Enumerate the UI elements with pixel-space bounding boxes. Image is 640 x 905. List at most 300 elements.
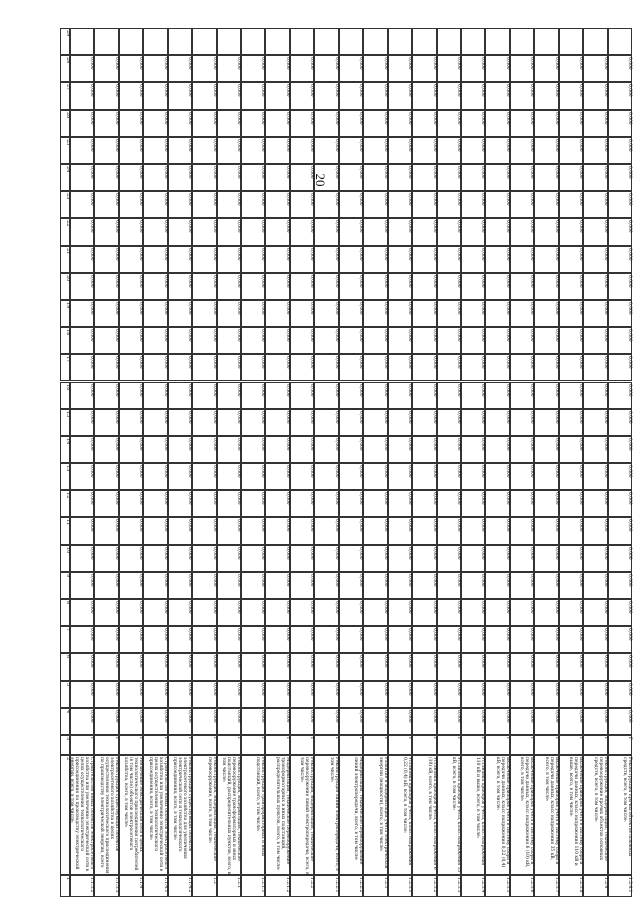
cell-text: 0,000	[553, 601, 559, 614]
row-value	[510, 327, 534, 354]
cell-text: 0,000	[358, 709, 364, 723]
cell-text: 0,000	[162, 655, 168, 668]
row-value	[339, 354, 363, 381]
cell-text: 0,000	[480, 628, 486, 641]
row-value	[70, 110, 94, 137]
row-value	[94, 82, 118, 109]
row-value	[485, 599, 509, 626]
cell-text: 0,000	[529, 57, 535, 70]
cell-text: Г	[309, 737, 315, 740]
cell-text: 0,000	[382, 601, 388, 614]
row-value	[143, 218, 167, 245]
cell-text: 0,000	[260, 601, 266, 614]
cell-text: 0,000	[358, 138, 364, 152]
cell-text: 0,000	[407, 138, 413, 152]
row-value	[461, 436, 485, 463]
column-header	[60, 110, 70, 137]
row-value	[265, 572, 289, 599]
cell-text: 0,000	[211, 601, 217, 614]
cell-text: 0,000	[260, 519, 266, 533]
cell-text: 1.2.3.5	[504, 877, 510, 893]
cell-text: 0,000	[333, 682, 339, 696]
cell-text: 0,000	[358, 519, 364, 533]
row-value	[217, 545, 241, 572]
row-value	[217, 164, 241, 191]
row-value	[217, 490, 241, 517]
row-value	[265, 517, 289, 544]
row-value	[583, 273, 607, 300]
cell-text: 0,000	[333, 193, 339, 206]
cell-text: 0,000	[578, 193, 584, 206]
row-value	[94, 273, 118, 300]
row-value	[314, 164, 338, 191]
cell-text: 0,000	[455, 682, 461, 696]
cell-text: 0,000	[480, 247, 486, 261]
cell-text: Реконструкция, модернизация, техническое перевооружение прочих объектов основных средств, всего, в том числе:	[592, 757, 608, 861]
row-value	[583, 300, 607, 327]
row-value	[265, 599, 289, 626]
row-value	[143, 191, 167, 218]
row-value	[461, 110, 485, 137]
cell-text: Г	[602, 737, 608, 740]
row-value	[608, 572, 632, 599]
row-description	[437, 755, 461, 875]
row-value	[437, 218, 461, 245]
cell-text: Реконструкция, модернизация, техническое перевооружение трансформаторных и иных подстанций, распределительных пунктов, всего, в том числе:	[221, 757, 242, 875]
row-value	[534, 572, 558, 599]
cell-text: 0,000	[626, 682, 632, 696]
cell-text: 1.1.4.1	[162, 877, 168, 893]
row-value	[265, 191, 289, 218]
cell-text: 1.1.4.2	[187, 877, 193, 893]
cell-text: 0,000	[138, 301, 144, 315]
column-header	[60, 875, 70, 897]
row-value	[510, 382, 534, 409]
row-value	[70, 436, 94, 463]
row-value	[510, 409, 534, 436]
cell-text: 0,000	[187, 247, 193, 261]
cell-text: 0,000	[236, 138, 242, 152]
cell-text: 0,000	[504, 492, 510, 505]
row-value	[290, 490, 314, 517]
row-value	[314, 110, 338, 137]
row-value	[94, 110, 118, 137]
cell-text: 0,000	[333, 519, 339, 533]
row-value	[168, 653, 192, 680]
cell-text: 0,000	[382, 301, 388, 315]
cell-text: 0,000	[578, 682, 584, 696]
cell-text: 0,000	[578, 573, 584, 587]
row-value	[608, 382, 632, 409]
cell-text: 0,000	[309, 301, 315, 315]
cell-text: 0,000	[284, 301, 290, 315]
cell-text: 0,000	[333, 165, 339, 179]
cell-text: 0,000	[455, 601, 461, 614]
cell-text: 0,000	[529, 165, 535, 179]
cell-text: 0,000	[455, 383, 461, 397]
row-value	[119, 382, 143, 409]
column-header	[60, 681, 70, 708]
row-value	[290, 164, 314, 191]
cell-text: 0,000	[211, 546, 217, 560]
row-value	[94, 137, 118, 164]
cell-text: 0,000	[578, 383, 584, 397]
cell-text: 0,000	[382, 655, 388, 668]
row-value	[339, 409, 363, 436]
cell-text: 0,000	[529, 301, 535, 315]
cell-text: 0,000	[578, 57, 584, 70]
row-unit	[290, 735, 314, 755]
cell-text: 0,000	[211, 383, 217, 397]
row-code	[168, 875, 192, 897]
cell-text: 0,000	[553, 492, 559, 505]
cell-text: 25	[65, 138, 71, 146]
cell-text: 0,000	[284, 465, 290, 478]
cell-text: 0,000	[529, 709, 535, 723]
cell-text: 0,000	[602, 274, 608, 288]
cell-text: 0,000	[382, 84, 388, 97]
row-value	[388, 382, 412, 409]
row-value	[192, 28, 216, 55]
row-value	[119, 82, 143, 109]
cell-text: 0,000	[309, 628, 315, 641]
row-description	[290, 755, 314, 875]
cell-text: 0,000	[113, 57, 119, 70]
row-value	[510, 572, 534, 599]
cell-text: 0,000	[553, 165, 559, 179]
cell-text: 0,000	[529, 247, 535, 261]
column-header	[60, 572, 70, 599]
row-value	[290, 354, 314, 381]
row-value	[388, 164, 412, 191]
row-value	[437, 246, 461, 273]
row-value	[241, 246, 265, 273]
row-value	[265, 409, 289, 436]
row-value	[510, 681, 534, 708]
cell-text: 0,000	[455, 274, 461, 288]
cell-text: 0,000	[187, 682, 193, 696]
cell-text: 0,000	[236, 220, 242, 233]
cell-text: 0,000	[407, 111, 413, 125]
cell-text: 0,000	[553, 220, 559, 233]
cell-text: 0,000	[407, 247, 413, 261]
row-value	[339, 708, 363, 735]
row-value	[265, 327, 289, 354]
row-code	[412, 875, 436, 897]
cell-text: 0,000	[602, 546, 608, 560]
cell-text: Г	[455, 737, 461, 740]
row-value	[143, 164, 167, 191]
cell-text: 14	[65, 437, 71, 445]
cell-text: 0,000	[333, 138, 339, 152]
cell-text: 0,000	[382, 165, 388, 179]
row-value	[363, 463, 387, 490]
cell-text: 0,000	[211, 165, 217, 179]
cell-text: 0,000	[284, 709, 290, 723]
row-value	[510, 55, 534, 82]
cell-text: 0,000	[455, 247, 461, 261]
cell-text: 0,000	[480, 410, 486, 424]
row-value	[192, 137, 216, 164]
cell-text: 0,000	[504, 437, 510, 451]
row-value	[388, 626, 412, 653]
row-code	[192, 875, 216, 897]
cell-text: 11	[65, 519, 71, 526]
cell-text: 0,000	[480, 546, 486, 560]
row-value	[583, 164, 607, 191]
row-value	[485, 55, 509, 82]
row-value	[583, 354, 607, 381]
row-value	[388, 517, 412, 544]
page-number: 20	[313, 173, 328, 187]
cell-text: 24	[65, 165, 71, 173]
cell-text: 1.2.1.1	[260, 877, 266, 893]
cell-text: 0,000	[162, 111, 168, 125]
cell-text: 0,000	[162, 492, 168, 505]
row-value	[437, 490, 461, 517]
cell-text: 0,000	[260, 84, 266, 97]
row-value	[70, 164, 94, 191]
row-value	[437, 463, 461, 490]
cell-text: 0,000	[578, 628, 584, 641]
row-value	[608, 545, 632, 572]
row-value	[461, 191, 485, 218]
row-value	[534, 55, 558, 82]
row-value	[70, 599, 94, 626]
cell-text: 0,000	[309, 519, 315, 533]
row-value	[388, 327, 412, 354]
row-value	[119, 490, 143, 517]
cell-text: 0,000	[113, 573, 119, 587]
cell-text: 0,000	[602, 383, 608, 397]
row-value	[412, 137, 436, 164]
row-value	[412, 708, 436, 735]
row-value	[241, 300, 265, 327]
cell-text: 0,000	[455, 329, 461, 342]
cell-text: 0,000	[529, 329, 535, 342]
row-value	[461, 28, 485, 55]
row-value	[485, 653, 509, 680]
cell-text: 0,000	[333, 274, 339, 288]
row-value	[583, 191, 607, 218]
cell-text: 0,000	[236, 709, 242, 723]
row-value	[143, 28, 167, 55]
cell-text: 0,000	[89, 138, 95, 152]
row-value	[559, 382, 583, 409]
column-header	[60, 273, 70, 300]
cell-text: 0,000	[504, 709, 510, 723]
cell-text: 0,000	[162, 465, 168, 478]
row-value	[534, 681, 558, 708]
row-value	[192, 327, 216, 354]
row-value	[363, 572, 387, 599]
row-value	[412, 517, 436, 544]
cell-text: 0,000	[284, 165, 290, 179]
row-value	[265, 273, 289, 300]
cell-text: 0,000	[480, 682, 486, 696]
row-value	[608, 191, 632, 218]
row-value	[363, 409, 387, 436]
row-value	[485, 626, 509, 653]
row-value	[608, 463, 632, 490]
row-value	[290, 681, 314, 708]
row-value	[217, 572, 241, 599]
row-value	[143, 327, 167, 354]
row-value	[363, 545, 387, 572]
row-value	[241, 354, 265, 381]
cell-text: 1.1.4	[138, 877, 144, 889]
cell-text: 0,000	[309, 437, 315, 451]
row-value	[534, 137, 558, 164]
row-value	[217, 273, 241, 300]
cell-text: 0,000	[138, 84, 144, 97]
row-value	[265, 300, 289, 327]
cell-text: 0,000	[309, 655, 315, 668]
row-value	[510, 653, 534, 680]
cell-text: 0,000	[211, 193, 217, 206]
cell-text: 0,000	[480, 573, 486, 587]
row-value	[70, 55, 94, 82]
cell-text: 0,000	[407, 356, 413, 369]
cell-text: Реконструкция, модернизация, техническое перевооружение линий электропередачи, всего, в том числе:	[299, 757, 315, 875]
cell-text: 0,000	[455, 492, 461, 505]
row-value	[314, 545, 338, 572]
cell-text: 0,000	[260, 437, 266, 451]
row-value	[363, 164, 387, 191]
cell-text: Установка приборов учета, класс напряжения 35 кВ, всего, в том числе:	[450, 757, 461, 873]
cell-text: 0,000	[309, 601, 315, 614]
cell-text: 0,000	[578, 655, 584, 668]
row-value	[119, 653, 143, 680]
cell-text: 0,000	[553, 383, 559, 397]
row-value	[119, 436, 143, 463]
cell-text: Г	[211, 737, 217, 740]
cell-text: 0,000	[431, 655, 437, 668]
cell-text: 0,000	[431, 492, 437, 505]
cell-text: Включение приборов учета в систему сбора и передачи данных, класс напряжения 0,22 (0,4) кВ, всего, в том числе:	[494, 757, 510, 868]
row-value	[559, 327, 583, 354]
row-value	[143, 681, 167, 708]
cell-text: 0,000	[236, 165, 242, 179]
cell-text: 0,000	[187, 274, 193, 288]
cell-text: 0,000	[113, 410, 119, 424]
cell-text: 0,000	[529, 383, 535, 397]
row-value	[437, 55, 461, 82]
cell-text: 0,000	[138, 247, 144, 261]
row-value	[388, 110, 412, 137]
row-value	[339, 681, 363, 708]
cell-text: 0,000	[358, 84, 364, 97]
row-value	[241, 409, 265, 436]
row-value	[412, 28, 436, 55]
cell-text: 0,000	[333, 709, 339, 723]
cell-text: 0,000	[236, 301, 242, 315]
row-value	[437, 354, 461, 381]
cell-text: 0,000	[236, 84, 242, 97]
row-description	[265, 755, 289, 875]
row-value	[485, 191, 509, 218]
cell-text: 0,000	[431, 329, 437, 342]
cell-text: 0,000	[578, 220, 584, 233]
cell-text: 0,000	[431, 356, 437, 369]
cell-text: 0,000	[529, 274, 535, 288]
cell-text: Установка приборов учета, класс напряжения 6 (10) кВ, всего, в том числе:	[426, 757, 437, 870]
cell-text: 0,000	[358, 274, 364, 288]
cell-text: 0,000	[480, 655, 486, 668]
cell-text: 0,000	[260, 193, 266, 206]
cell-text: 1.2.3.1	[407, 877, 413, 893]
row-value	[534, 246, 558, 273]
row-value	[608, 653, 632, 680]
row-value	[388, 409, 412, 436]
row-value	[461, 490, 485, 517]
cell-text: 0,000	[602, 247, 608, 261]
cell-text: 0,000	[358, 165, 364, 179]
row-value	[290, 436, 314, 463]
row-value	[70, 490, 94, 517]
row-value	[363, 246, 387, 273]
cell-text: 0,000	[529, 682, 535, 696]
cell-text: 0,000	[431, 247, 437, 261]
row-value	[290, 218, 314, 245]
row-value	[143, 409, 167, 436]
cell-text: 0,000	[284, 410, 290, 424]
row-value	[608, 708, 632, 735]
cell-text: 0,000	[260, 165, 266, 179]
cell-text: Г	[89, 737, 95, 740]
cell-text: 0,000	[89, 682, 95, 696]
cell-text: 0,000	[284, 546, 290, 560]
row-value	[143, 82, 167, 109]
cell-text: 0,000	[162, 57, 168, 70]
cell-text: 0,000	[211, 329, 217, 342]
column-header	[60, 517, 70, 544]
row-value	[388, 82, 412, 109]
cell-text: 0,000	[553, 274, 559, 288]
cell-text: 0,000	[236, 410, 242, 424]
row-value	[241, 653, 265, 680]
cell-text: 22	[65, 220, 71, 227]
row-value	[265, 382, 289, 409]
row-value	[461, 246, 485, 273]
cell-text: 0,000	[309, 329, 315, 342]
cell-text: 0,000	[529, 193, 535, 206]
row-value	[485, 382, 509, 409]
row-value	[363, 653, 387, 680]
cell-text: 0,000	[431, 301, 437, 315]
row-description	[339, 755, 363, 875]
cell-text: 0,000	[382, 247, 388, 261]
cell-text: 13	[65, 465, 71, 472]
cell-text: 0,000	[382, 492, 388, 505]
cell-text: 0,000	[358, 410, 364, 424]
row-value	[388, 545, 412, 572]
cell-text: 0,000	[578, 437, 584, 451]
cell-text: 1	[65, 877, 71, 881]
row-value	[119, 681, 143, 708]
cell-text: 0,000	[529, 220, 535, 233]
row-value	[363, 191, 387, 218]
cell-text: 0,000	[578, 274, 584, 288]
row-value	[339, 273, 363, 300]
cell-text: 0,000	[187, 220, 193, 233]
row-value	[290, 463, 314, 490]
cell-text: 0,000	[480, 601, 486, 614]
cell-text: 0,000	[260, 546, 266, 560]
cell-text: 0,000	[113, 601, 119, 614]
cell-text: 0,000	[309, 111, 315, 125]
row-value	[363, 273, 387, 300]
